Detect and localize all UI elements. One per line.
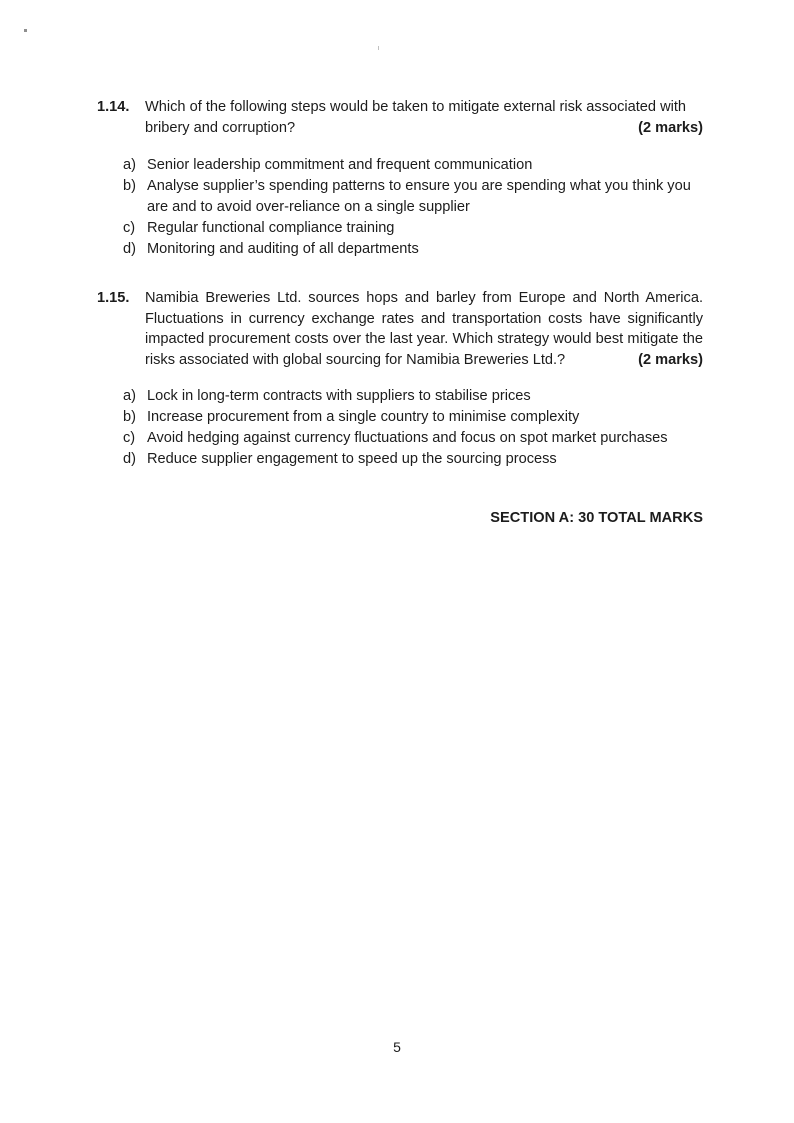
exam-content (97, 97, 703, 528)
option-text: Increase procurement from a single country to minimise complexity (147, 408, 580, 425)
option-text: Monitoring and auditing of all departments (147, 241, 419, 258)
option-c (123, 428, 703, 449)
options-list-1-14 (123, 155, 703, 260)
question-1-14 (97, 97, 703, 260)
option-b (123, 407, 703, 428)
option-text: Analyse supplier’s spending patterns to ensure you are spending what you think you are and to avoid over-reliance on a single supplier (147, 178, 691, 216)
option-letter: d) (123, 450, 136, 467)
option-letter: b) (123, 178, 136, 195)
option-letter: d) (123, 241, 136, 258)
option-letter: b) (123, 408, 136, 425)
question-text: Namibia Breweries Ltd. sources hops and barley from Europe and North America. Fluctuations in currency exchange rates and transportation costs have significantly impacted procurement costs over the last year. Which strategy would best mitigate the risks associated with global sourcing for Namibia Breweries Ltd.? (145, 290, 703, 368)
option-letter: c) (123, 220, 136, 237)
option-c (123, 218, 703, 239)
option-text: Senior leadership commitment and frequent communication (147, 157, 533, 174)
option-text: Reduce supplier engagement to speed up the sourcing process (147, 450, 557, 467)
question-number: 1.15. (97, 290, 130, 307)
question-1-15 (97, 288, 703, 469)
option-text: Avoid hedging against currency fluctuations and focus on spot market purchases (147, 429, 668, 446)
option-letter: a) (123, 387, 136, 404)
option-d (123, 449, 703, 470)
marks-label: (2 marks) (632, 118, 703, 139)
option-a (123, 155, 703, 176)
page-number: 5 (393, 1039, 401, 1055)
question-text-block (145, 97, 703, 138)
option-text: Regular functional compliance training (147, 220, 395, 237)
scan-speck-artifact (24, 29, 27, 32)
marks-label: (2 marks) (632, 350, 703, 371)
section-total-marks: SECTION A: 30 TOTAL MARKS (490, 509, 703, 526)
question-text-block (145, 288, 703, 370)
question-1-14-header (97, 97, 703, 138)
option-letter: a) (123, 157, 136, 174)
option-a (123, 386, 703, 407)
question-text: Which of the following steps would be taken to mitigate external risk associated with bribery and corruption? (145, 99, 687, 136)
question-number: 1.14. (97, 99, 130, 115)
option-d (123, 239, 703, 260)
option-letter: c) (123, 429, 136, 446)
question-1-15-header (97, 288, 703, 370)
option-text: Lock in long-term contracts with suppliers to stabilise prices (147, 387, 531, 404)
option-b (123, 176, 703, 218)
scan-speck-artifact (378, 46, 379, 50)
options-list-1-15 (123, 386, 703, 470)
